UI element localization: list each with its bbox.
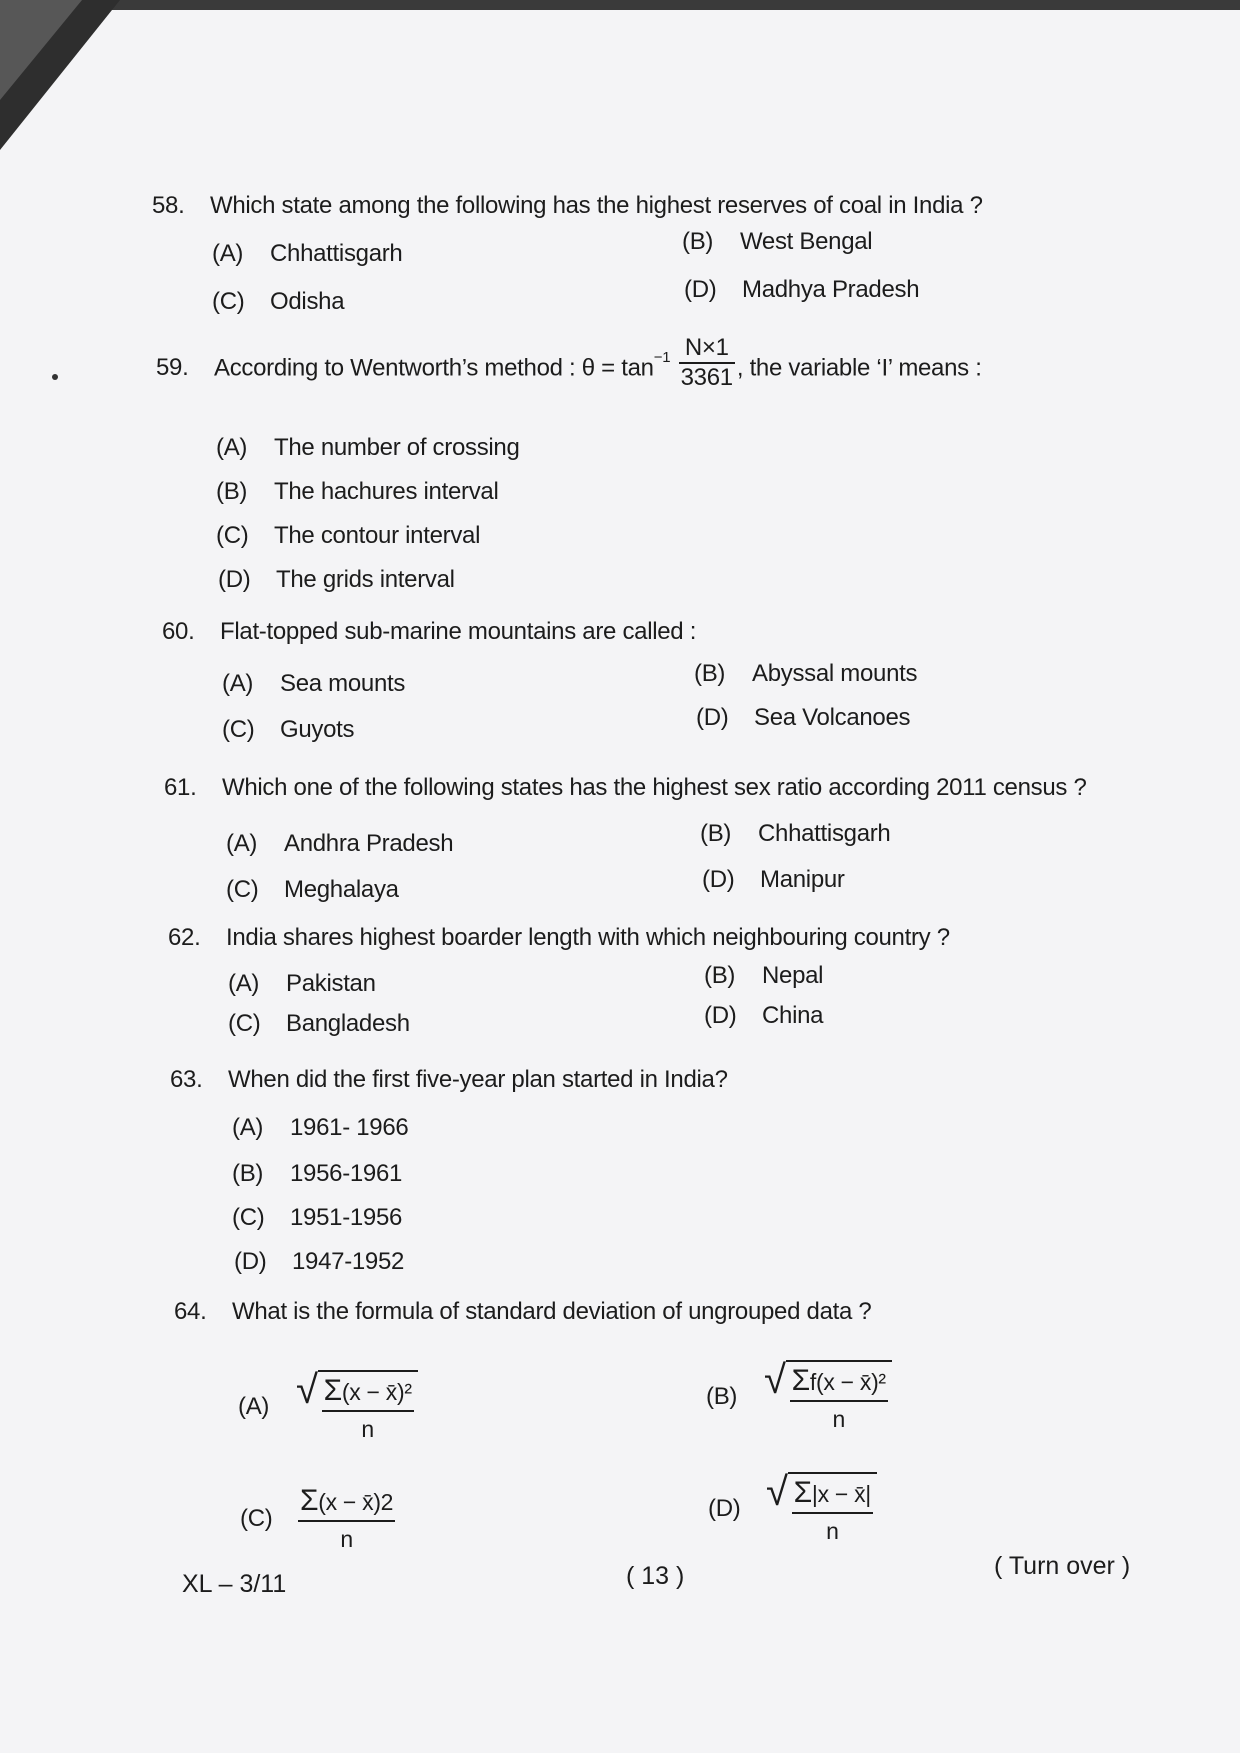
question-60 [162,618,696,646]
question-number: 60. [162,618,195,645]
question-number: 61. [164,774,197,801]
radical-sign-icon: √ [296,1368,318,1412]
option-59-c [216,522,480,550]
option-label: (C) [212,288,245,315]
option-label: (A) [212,240,244,267]
option-text: Nepal [762,962,824,989]
option-text: Madhya Pradesh [742,276,920,303]
option-62-d [704,1002,823,1030]
option-text: Chhattisgarh [270,240,403,267]
option-label: (D) [704,1002,737,1029]
formula-fraction [790,1364,888,1433]
option-label: (A) [228,970,260,997]
question-64 [174,1298,871,1326]
option-58-d [684,276,919,304]
page-number: ( 13 ) [626,1562,685,1590]
question-text: What is the formula of standard deviation of ungrouped data ? [232,1298,872,1325]
formula-fraction [792,1476,873,1545]
option-label: (B) [694,660,726,687]
option-text: Manipur [760,866,845,893]
radicand [788,1472,877,1546]
option-63-b [232,1160,402,1188]
question-59 [156,334,982,398]
question-text-start: According to Wentworth’s method : θ = tan [214,354,654,382]
option-62-c [228,1010,410,1038]
formula-numerator: |x − x̄| [811,1481,871,1507]
option-text: Bangladesh [286,1010,410,1037]
radical-sign-icon: √ [764,1358,786,1402]
option-58-c [212,288,344,316]
formula-fraction [298,1484,395,1553]
question-number: 63. [170,1066,203,1093]
option-62-a [228,970,376,998]
option-59-b [216,478,499,506]
scan-corner-shadow [0,0,82,100]
option-text: 1947-1952 [292,1248,405,1275]
formula-denominator: n [340,1526,353,1552]
option-text: The grids interval [276,566,455,593]
fraction-numerator: N×1 [684,334,729,361]
option-58-a [212,240,402,268]
radicand [786,1360,892,1434]
option-64-b [706,1360,892,1434]
option-text: West Bengal [740,228,873,255]
option-text: Sea Volcanoes [754,704,911,731]
option-60-c [222,716,354,744]
sigma-icon: Σ [791,1364,810,1397]
option-text: Sea mounts [280,670,406,697]
question-number: 58. [152,192,185,219]
option-label: (A) [222,670,254,697]
option-64-d [708,1472,877,1546]
option-64-c [240,1484,395,1553]
option-label: (D) [696,704,729,731]
option-text: 1951-1956 [290,1204,403,1231]
option-60-b [694,660,917,688]
question-61 [164,774,1087,802]
option-59-a [216,434,520,462]
option-label: (D) [684,276,717,303]
option-text: China [762,1002,824,1029]
option-label: (D) [218,566,251,593]
option-label: (A) [238,1393,270,1420]
option-text: Guyots [280,716,355,743]
formula-numerator: (x − x̄)2 [318,1489,394,1515]
option-61-c [226,876,399,904]
wentworth-fraction [679,334,735,392]
question-text: Which one of the following states has the highest sex ratio according 2011 census ? [222,774,1087,801]
option-label: (D) [702,866,735,893]
question-number: 62. [168,924,201,951]
turn-over-note: ( Turn over ) [994,1552,1131,1580]
question-text: India shares highest boarder length with which neighbouring country ? [226,924,950,951]
formula-fraction [322,1374,414,1443]
option-label: (B) [706,1383,738,1410]
option-label: (B) [682,228,714,255]
option-58-b [682,228,872,256]
sigma-icon: Σ [793,1476,812,1509]
formula-denominator: n [826,1518,839,1544]
option-63-a [232,1114,408,1142]
option-label: (A) [216,434,248,461]
scan-speck [52,374,58,380]
sigma-icon: Σ [323,1374,342,1407]
option-61-a [226,830,453,858]
option-label: (D) [708,1495,741,1522]
option-60-a [222,670,405,698]
option-label: (C) [228,1010,261,1037]
question-63 [170,1066,728,1094]
option-text: Meghalaya [284,876,399,903]
formula-denominator: n [832,1406,845,1432]
paper-code: XL – 3/11 [182,1570,287,1598]
option-text: The number of crossing [274,434,520,461]
square-root [764,1360,892,1434]
option-label: (B) [704,962,736,989]
option-text: Odisha [270,288,345,315]
question-62 [168,924,950,952]
formula-numerator: f(x − x̄)² [809,1369,886,1395]
option-label: (C) [232,1204,265,1231]
radical-sign-icon: √ [766,1470,788,1514]
option-label: (C) [240,1504,273,1532]
option-62-b [704,962,823,990]
question-number: 64. [174,1298,207,1325]
option-text: Pakistan [286,970,376,997]
option-61-b [700,820,890,848]
option-text: 1956-1961 [290,1160,403,1187]
option-text: Andhra Pradesh [284,830,454,857]
option-text: Chhattisgarh [758,820,891,847]
option-61-d [702,866,845,894]
scan-top-edge [0,0,1240,10]
option-label: (B) [700,820,732,847]
question-text: When did the first five-year plan started in India? [228,1066,728,1093]
fraction-denominator: 3361 [680,364,733,391]
option-59-d [218,566,455,594]
option-label: (C) [226,876,259,903]
question-text: Flat-topped sub-marine mountains are called : [220,618,697,645]
option-63-d [234,1248,404,1276]
option-label: (A) [232,1114,264,1141]
option-text: The contour interval [274,522,481,549]
question-number: 59. [156,354,189,382]
square-root [296,1370,418,1444]
formula-denominator: n [361,1416,374,1442]
formula-numerator: (x − x̄)² [341,1379,412,1405]
option-label: (C) [222,716,255,743]
option-text: Abyssal mounts [752,660,918,687]
option-60-d [696,704,910,732]
radicand [318,1370,418,1444]
option-label: (B) [216,478,248,505]
square-root [766,1472,877,1546]
option-text: 1961- 1966 [290,1114,409,1141]
sigma-icon: Σ [300,1484,319,1517]
question-58 [152,192,983,220]
option-label: (D) [234,1248,267,1275]
option-label: (A) [226,830,258,857]
question-text-end: , the variable ‘I’ means : [736,354,982,382]
option-64-a [238,1370,418,1444]
option-63-c [232,1204,402,1232]
option-label: (C) [216,522,249,549]
question-text: Which state among the following has the highest reserves of coal in India ? [210,192,983,219]
option-text: The hachures interval [274,478,499,505]
option-label: (B) [232,1160,264,1187]
inverse-exponent: −1 [653,349,671,367]
